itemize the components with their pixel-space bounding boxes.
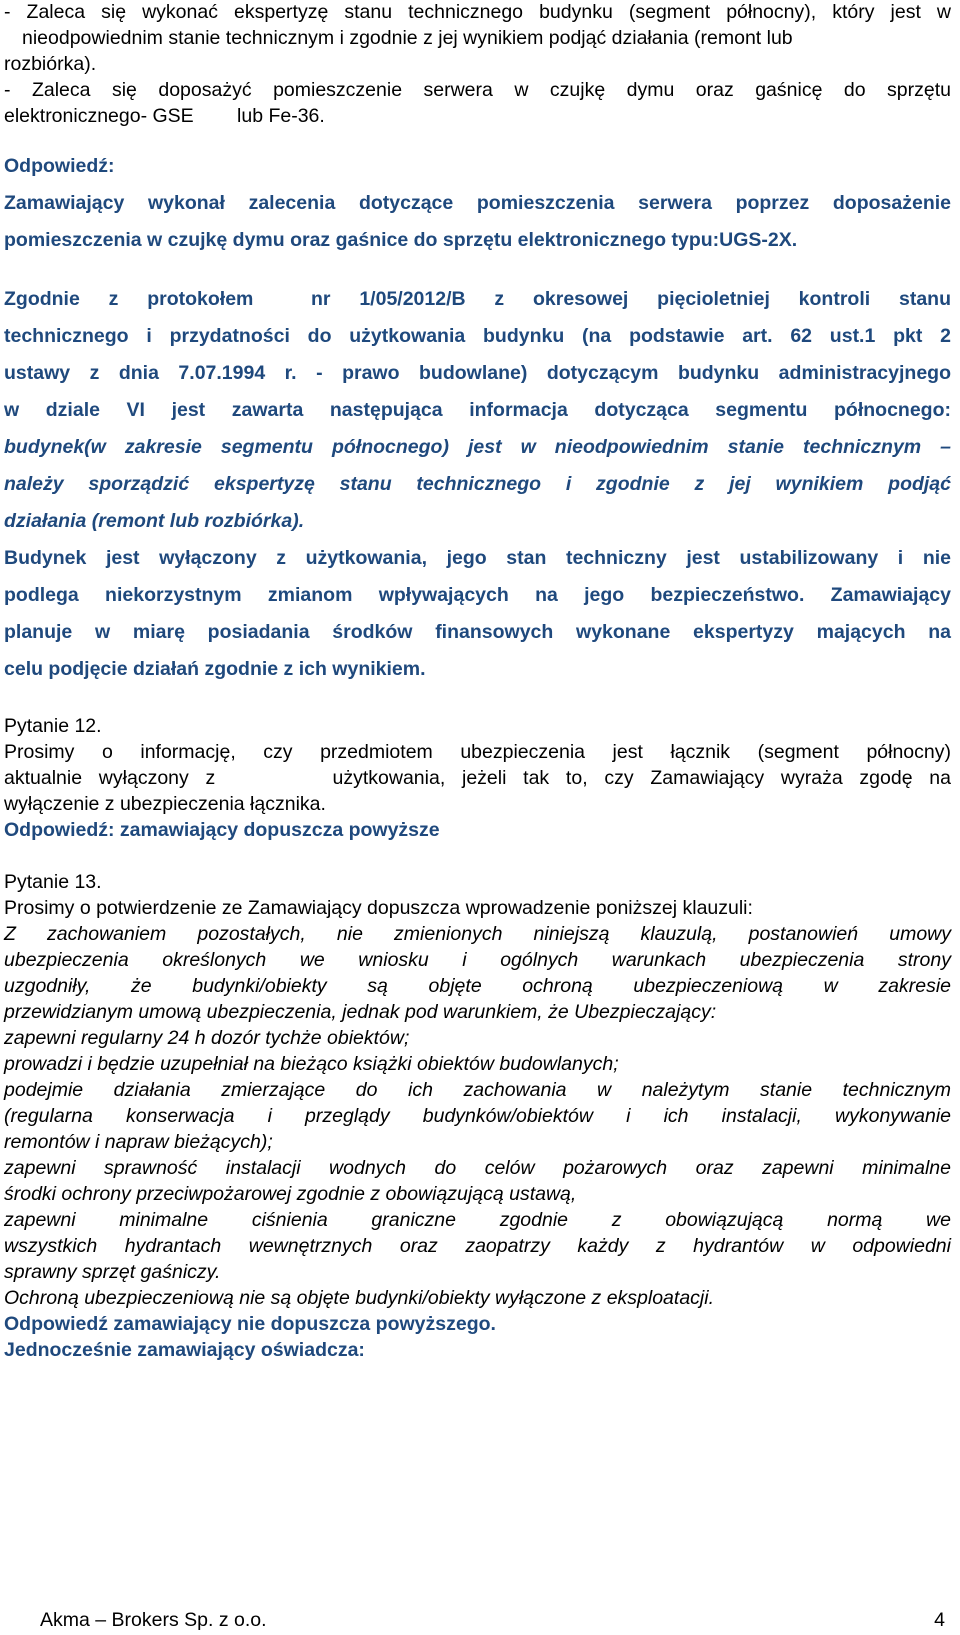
question-line: aktualnie wyłączony z użytkowania, jeżeli tak to, czy Zamawiający wyraża zgodę na — [4, 767, 951, 789]
protocol-quote-line: działania (remont lub rozbiórka). — [4, 510, 305, 532]
protocol-line: Zgodnie z protokołem nr 1/05/2012/B z okresowej pięcioletniej kontroli stanu — [4, 288, 951, 310]
clause-line: Ochroną ubezpieczeniową nie są objęte budynki/obiekty wyłączone z eksploatacji. — [4, 1287, 714, 1309]
protocol-line: w dziale VI jest zawarta następująca informacja dotycząca segmentu północnego: — [4, 399, 951, 421]
clause-line: podejmie działania zmierzające do ich zachowania w należytym stanie technicznym — [4, 1079, 951, 1101]
clause-line: zapewni regularny 24 h dozór tychże obiektów; — [4, 1027, 410, 1049]
answer-line: Odpowiedź: zamawiający dopuszcza powyższe — [4, 819, 440, 841]
footer-page-number: 4 — [934, 1609, 945, 1631]
declaration-heading: Jednocześnie zamawiający oświadcza: — [4, 1339, 365, 1361]
protocol-quote-line: budynek(w zakresie segmentu północnego) jest w nieodpowiednim stanie technicznym – — [4, 436, 951, 458]
clause-line: wszystkich hydrantach wewnętrznych oraz zaopatrzy każdy z hydrantów w odpowiedni — [4, 1235, 951, 1257]
recommendation-line: elektronicznego- GSE lub Fe-36. — [4, 105, 325, 127]
clause-line: ubezpieczenia określonych we wniosku i ogólnych warunkach ubezpieczenia strony — [4, 949, 951, 971]
recommendation-line: nieodpowiednim stanie technicznym i zgodnie z jej wynikiem podjąć działania (remont lub — [22, 27, 793, 49]
question-line: Prosimy o potwierdzenie ze Zamawiający dopuszcza wprowadzenie poniższej klauzuli: — [4, 897, 753, 919]
clause-line: Z zachowaniem pozostałych, nie zmienionych niniejszą klauzulą, postanowień umowy — [4, 923, 951, 945]
question-title: Pytanie 13. — [4, 871, 102, 893]
answer-line: Zamawiający wykonał zalecenia dotyczące pomieszczenia serwera poprzez doposażenie — [4, 192, 951, 214]
protocol-line: celu podjęcie działań zgodnie z ich wynikiem. — [4, 658, 426, 680]
question-title: Pytanie 12. — [4, 715, 102, 737]
clause-line: przewidzianym umową ubezpieczenia, jednak pod warunkiem, że Ubezpieczający: — [4, 1001, 717, 1023]
recommendation-line: rozbiórka). — [4, 53, 97, 75]
footer-company: Akma – Brokers Sp. z o.o. — [40, 1609, 267, 1631]
protocol-line: planuje w miarę posiadania środków finansowych wykonane ekspertyzy mających na — [4, 621, 951, 643]
protocol-line: ustawy z dnia 7.07.1994 r. - prawo budowlane) dotyczącym budynku administracyjnego — [4, 362, 951, 384]
clause-line: (regularna konserwacja i przeglądy budynków/obiektów i ich instalacji, wykonywanie — [4, 1105, 951, 1127]
answer-heading: Odpowiedź: — [4, 155, 115, 177]
clause-line: uzgodniły, że budynki/obiekty są objęte ochroną ubezpieczeniową w zakresie — [4, 975, 951, 997]
answer-line: pomieszczenia w czujkę dymu oraz gaśnice do sprzętu elektronicznego typu:UGS-2X. — [4, 229, 798, 251]
clause-line: remontów i napraw bieżących); — [4, 1131, 273, 1153]
clause-line: środki ochrony przeciwpożarowej zgodnie z obowiązującą ustawą, — [4, 1183, 577, 1205]
clause-line: prowadzi i będzie uzupełniał na bieżąco książki obiektów budowlanych; — [4, 1053, 619, 1075]
clause-line: sprawny sprzęt gaśniczy. — [4, 1261, 221, 1283]
protocol-line: Budynek jest wyłączony z użytkowania, jego stan techniczny jest ustabilizowany i nie — [4, 547, 951, 569]
recommendation-line: - Zaleca się wykonać ekspertyzę stanu technicznego budynku (segment północny), który jest w — [4, 1, 951, 23]
protocol-line: podlega niekorzystnym zmianom wpływających na jego bezpieczeństwo. Zamawiający — [4, 584, 951, 606]
question-line: Prosimy o informację, czy przedmiotem ubezpieczenia jest łącznik (segment północny) — [4, 741, 951, 763]
clause-line: zapewni minimalne ciśnienia graniczne zgodnie z obowiązującą normą we — [4, 1209, 951, 1231]
question-line: wyłączenie z ubezpieczenia łącznika. — [4, 793, 326, 815]
protocol-quote-line: należy sporządzić ekspertyzę stanu technicznego i zgodnie z jej wynikiem podjąć — [4, 473, 951, 495]
protocol-line: technicznego i przydatności do użytkowania budynku (na podstawie art. 62 ust.1 pkt 2 — [4, 325, 951, 347]
clause-line: zapewni sprawność instalacji wodnych do celów pożarowych oraz zapewni minimalne — [4, 1157, 951, 1179]
recommendation-line: - Zaleca się doposażyć pomieszczenie serwera w czujkę dymu oraz gaśnicę do sprzętu — [4, 79, 951, 101]
answer-line: Odpowiedź zamawiający nie dopuszcza powyższego. — [4, 1313, 496, 1335]
